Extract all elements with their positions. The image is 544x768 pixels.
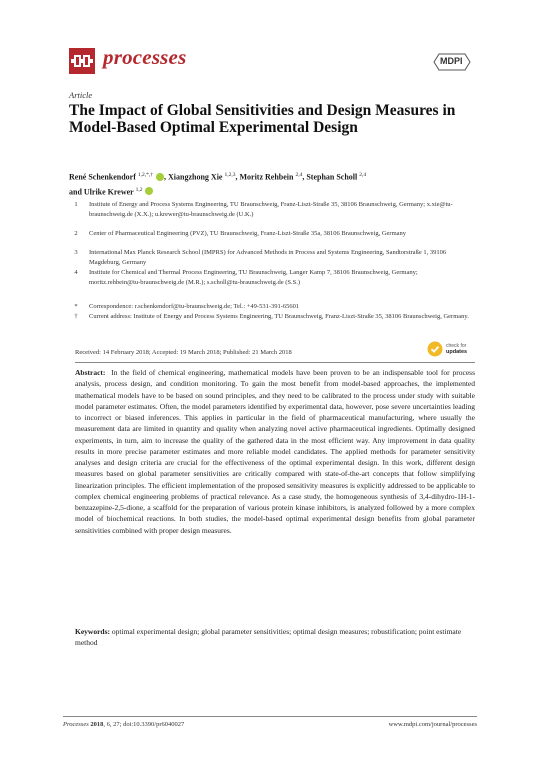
affiliation-text: International Max Planck Research School (IMPRS) for Advanced Methods in Process and Systems Engineering, Sandtorstraße 1, 39106 Magdeburg, Germany xyxy=(89,249,447,266)
author-affiliation-marks: 1,2,*,† xyxy=(137,172,154,178)
orcid-icon[interactable] xyxy=(156,173,164,181)
author-separator: , xyxy=(164,172,169,182)
mdpi-logo xyxy=(432,52,472,72)
footer-divider xyxy=(63,716,477,717)
author-affiliation-marks: 1,2,3 xyxy=(224,172,236,178)
processes-journal-logo-icon xyxy=(69,48,95,74)
publication-dates: Received: 14 February 2018; Accepted: 19 March 2018; Published: 21 March 2018 xyxy=(75,349,292,356)
article-type: Article xyxy=(69,90,93,100)
affiliation-text: Institute for Chemical and Thermal Process Engineering, TU Braunschweig, Langer Kamp 7, 38106 Braunschweig, Germany; moritz.rehbein@tu-braunschweig.de (M.R.); s.scholl@tu-braunschweig.de (S.S.) xyxy=(89,269,418,286)
keywords-text: optimal experimental design; global parameter sensitivities; optimal design measures; robustification; point estimate method xyxy=(75,627,462,648)
keywords xyxy=(75,626,475,649)
check-updates-line2: updates xyxy=(446,349,468,355)
author-list xyxy=(69,169,489,198)
author-name: Xiangzhong Xie xyxy=(168,172,223,182)
publisher-name: MDPI xyxy=(440,56,463,66)
journal-name: processes xyxy=(103,45,187,69)
footer-citation-text: , 6, 27; doi:10.3390/pr6040027 xyxy=(103,721,185,728)
affiliation-text: Correspondence: r.schenkendorf@tu-braunschweig.de; Tel.: +49-531-391-65601 xyxy=(89,303,300,310)
affiliation-marker: † xyxy=(74,313,78,320)
author-affiliation-marks: 1,2 xyxy=(135,186,143,193)
affiliation-marker: 1 xyxy=(74,201,78,208)
footer-journal: Processes xyxy=(63,721,89,728)
check-updates-icon xyxy=(427,341,443,357)
orcid-icon[interactable] xyxy=(145,187,153,195)
affiliation-marker: * xyxy=(74,303,78,310)
author-affiliation-marks: 2,4 xyxy=(359,172,367,178)
affiliation-text: Center of Pharmaceutical Engineering (PVZ), TU Braunschweig, Franz-Liszt-Straße 35a, 38106 Braunschweig, Germany xyxy=(89,230,407,237)
author-affiliation-marks: 2,4 xyxy=(295,172,303,178)
author-separator: , xyxy=(235,172,240,182)
footer-year: 2018 xyxy=(90,721,104,728)
affiliation-text: Current address: Institute of Energy and Process Systems Engineering, TU Braunschweig, Franz-Liszt-Straße 35, 38106 Braunschweig, Germany. xyxy=(89,313,469,320)
affiliation-marker: 4 xyxy=(74,269,78,276)
affiliation-text: Institute of Energy and Process Systems Engineering, TU Braunschweig, Franz-Liszt-Straße 35, 38106 Braunschweig, Germany; x.xie@tu-braunschweig.de (X.X.); u.krewer@tu-braunschweig.de (U.K.) xyxy=(89,201,453,218)
author-name: René Schenkendorf xyxy=(69,172,136,182)
article-title: The Impact of Global Sensitivities and Design Measures in Model-Based Optimal Experimental Design xyxy=(69,102,456,136)
author-name: Moritz Rehbein xyxy=(239,172,294,182)
keywords-label: Keywords: xyxy=(75,627,110,636)
author-name: and Ulrike Krewer xyxy=(69,187,134,197)
abstract-label: Abstract: xyxy=(75,368,106,377)
abstract-text: In the field of chemical engineering, mathematical models have been proven to be an indispensable tool for process analysis, process design, and condition monitoring. To gain the most benefit from model-based approaches, the implemented mathematical models have to be based on sound principles, and they need to be calibrated to the process under study with suitable model parameter estimates. Often, the model parameters identified by experimental data, however, pose severe uncertainties leading to incorrect or biased inferences. This applies in particular in the field of pharmaceutical manufacturing, where usually the measurement data are limited in quantity and quality when analyzing novel active pharmaceutical ingredients. Optimally designed experiments, in turn, aim to increase the quality of the gathered data in the most efficient way. Any improvement in data quality results in more precise parameter estimates and more reliable model candidates. The applied methods for parameter sensitivity analyses and design criteria are crucial for the effectiveness of the optimal experimental design. In this work, different design measures based on global parameter sensitivities are critically compared with state-of-the-art concepts that follow simplifying linearization principles. The efficient implementation of the proposed sensitivity measures is explicitly addressed to be applicable to complex chemical engineering problems of practical relevance. As a case study, the homogeneous synthesis of 3,4-dihydro-1H-1-benzazepine-2,5-dione, a scaffold for the preparation of various protein kinase inhibitors, is analyzed followed by a more complex model of biochemical reactions. In both studies, the model-based optimal experimental design benefits from global parameter sensitivities combined with proper design measures. xyxy=(75,368,476,535)
abstract xyxy=(75,367,475,536)
author-separator: , xyxy=(302,172,307,182)
check-updates-line1: check for xyxy=(446,343,467,349)
check-for-updates-badge[interactable] xyxy=(427,340,479,360)
author-name: Stephan Scholl xyxy=(306,172,358,182)
affiliation-marker: 2 xyxy=(74,230,78,237)
footer-url[interactable]: www.mdpi.com/journal/processes xyxy=(388,721,477,728)
affiliation-marker: 3 xyxy=(74,249,78,256)
divider xyxy=(75,362,475,363)
footer-citation xyxy=(63,721,184,728)
